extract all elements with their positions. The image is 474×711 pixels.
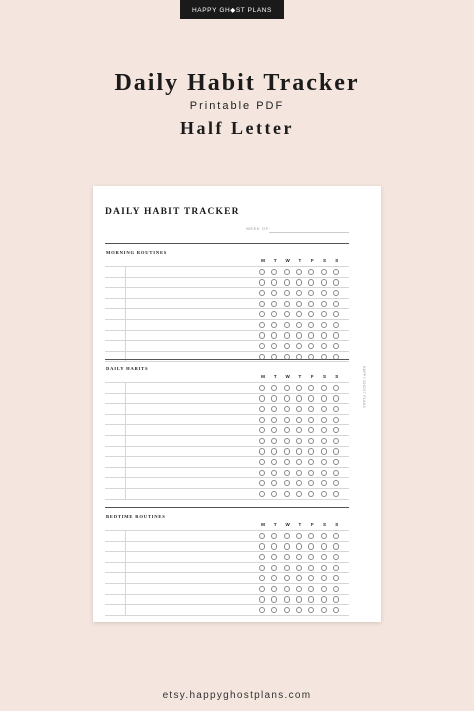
habit-checkbox-circle[interactable] [333, 607, 339, 613]
habit-checkbox-circle[interactable] [271, 385, 277, 391]
habit-checkbox-circle[interactable] [321, 343, 327, 349]
habit-checkbox-circle[interactable] [259, 311, 265, 317]
habit-checkbox-circle[interactable] [308, 332, 314, 338]
weekday-label: W [285, 258, 290, 263]
habit-checkbox-circle[interactable] [284, 491, 290, 497]
habit-checkbox-circle[interactable] [308, 301, 314, 307]
habit-checkbox-circle[interactable] [321, 290, 327, 296]
habit-checkbox-circle[interactable] [271, 290, 277, 296]
habit-checkbox-circle[interactable] [308, 395, 314, 401]
habit-checkbox-circle[interactable] [308, 406, 314, 412]
habit-checkbox-circle[interactable] [296, 491, 302, 497]
habit-checkbox-circle[interactable] [321, 417, 327, 423]
habit-checkbox-circle[interactable] [284, 343, 290, 349]
habit-checkbox-circle[interactable] [296, 575, 302, 581]
brand-logo: HAPPY GH◆ST PLANS [180, 0, 284, 19]
habit-checkbox-circle[interactable] [284, 290, 290, 296]
section-bottom-line [105, 615, 349, 616]
habit-checkbox-circle[interactable] [321, 596, 327, 602]
weekday-label: T [298, 258, 302, 263]
habit-checkbox-circle[interactable] [284, 575, 290, 581]
habit-checkbox-circle[interactable] [333, 575, 339, 581]
habit-checkbox-circle[interactable] [321, 395, 327, 401]
habit-checkbox-circle[interactable] [271, 332, 277, 338]
habit-checkbox-circle[interactable] [321, 543, 327, 549]
habit-checkbox-circle[interactable] [271, 586, 277, 592]
habit-checkbox-circle[interactable] [308, 311, 314, 317]
habit-checkbox-circle[interactable] [259, 279, 265, 285]
habit-checkbox-circle[interactable] [296, 459, 302, 465]
habit-checkbox-circle[interactable] [284, 279, 290, 285]
habit-checkbox-circle[interactable] [296, 279, 302, 285]
habit-checkbox-circle[interactable] [271, 395, 277, 401]
weekday-label: F [310, 522, 314, 527]
habit-checkbox-circle[interactable] [271, 596, 277, 602]
habit-checkbox-circle[interactable] [296, 543, 302, 549]
habit-checkbox-circle[interactable] [333, 301, 339, 307]
habit-checkbox-circle[interactable] [308, 565, 314, 571]
habit-checkbox-circle[interactable] [296, 290, 302, 296]
habit-checkbox-circle[interactable] [259, 395, 265, 401]
habit-checkbox-circle[interactable] [333, 417, 339, 423]
section-rule [105, 507, 349, 508]
habit-checkbox-circle[interactable] [271, 269, 277, 275]
habit-checkbox-circle[interactable] [284, 533, 290, 539]
habit-checkbox-circle[interactable] [259, 607, 265, 613]
habit-checkbox-circle[interactable] [308, 385, 314, 391]
habit-checkbox-circle[interactable] [296, 565, 302, 571]
habit-checkbox-circle[interactable] [259, 438, 265, 444]
habit-checkbox-circle[interactable] [308, 417, 314, 423]
habit-checkbox-circle[interactable] [296, 395, 302, 401]
weekday-label: W [285, 522, 290, 527]
habit-checkbox-circle[interactable] [259, 269, 265, 275]
habit-checkbox-circle[interactable] [321, 470, 327, 476]
habit-checkbox-circle[interactable] [333, 533, 339, 539]
habit-checkbox-circle[interactable] [259, 301, 265, 307]
habit-checkbox-circle[interactable] [333, 395, 339, 401]
habit-checkbox-circle[interactable] [259, 596, 265, 602]
habit-checkbox-circle[interactable] [321, 311, 327, 317]
habit-checkbox-circle[interactable] [259, 332, 265, 338]
habit-checkbox-circle[interactable] [321, 533, 327, 539]
habit-checkbox-circle[interactable] [284, 554, 290, 560]
habit-checkbox-circle[interactable] [308, 279, 314, 285]
week-of-line [269, 232, 349, 233]
weekday-label: M [261, 258, 265, 263]
habit-checkbox-circle[interactable] [284, 438, 290, 444]
habit-checkbox-circle[interactable] [333, 480, 339, 486]
weekday-label: S [335, 522, 339, 527]
habit-checkbox-circle[interactable] [259, 543, 265, 549]
habit-checkbox-circle[interactable] [284, 480, 290, 486]
habit-checkbox-circle[interactable] [308, 596, 314, 602]
habit-checkbox-circle[interactable] [271, 565, 277, 571]
habit-checkbox-circle[interactable] [308, 459, 314, 465]
weekday-label: W [285, 374, 290, 379]
habit-checkbox-circle[interactable] [321, 607, 327, 613]
habit-checkbox-circle[interactable] [308, 427, 314, 433]
habit-checkbox-circle[interactable] [296, 322, 302, 328]
habit-checkbox-circle[interactable] [321, 406, 327, 412]
habit-checkbox-circle[interactable] [284, 322, 290, 328]
habit-checkbox-circle[interactable] [284, 269, 290, 275]
habit-checkbox-circle[interactable] [259, 533, 265, 539]
side-brand-note: HAPPY GHOST PLANS [362, 366, 366, 409]
page-title: Daily Habit Tracker [114, 70, 360, 96]
habit-checkbox-circle[interactable] [271, 607, 277, 613]
habit-checkbox-circle[interactable] [284, 406, 290, 412]
habit-checkbox-circle[interactable] [308, 343, 314, 349]
weekday-label: T [273, 258, 277, 263]
habit-checkbox-circle[interactable] [333, 322, 339, 328]
habit-checkbox-circle[interactable] [296, 470, 302, 476]
section-rule [105, 243, 349, 244]
habit-checkbox-circle[interactable] [296, 596, 302, 602]
sheet-title: DAILY HABIT TRACKER [105, 207, 240, 217]
habit-checkbox-circle[interactable] [296, 533, 302, 539]
habit-checkbox-circle[interactable] [296, 311, 302, 317]
habit-checkbox-circle[interactable] [333, 406, 339, 412]
habit-checkbox-circle[interactable] [271, 491, 277, 497]
habit-checkbox-circle[interactable] [271, 533, 277, 539]
habit-checkbox-circle[interactable] [259, 427, 265, 433]
format-subtitle: Printable PDF [189, 100, 285, 112]
habit-checkbox-circle[interactable] [296, 607, 302, 613]
weekday-label: T [298, 522, 302, 527]
habit-checkbox-circle[interactable] [333, 470, 339, 476]
habit-checkbox-circle[interactable] [333, 448, 339, 454]
habit-checkbox-circle[interactable] [259, 554, 265, 560]
habit-checkbox-circle[interactable] [271, 480, 277, 486]
habit-checkbox-circle[interactable] [259, 406, 265, 412]
habit-checkbox-circle[interactable] [296, 480, 302, 486]
habit-checkbox-circle[interactable] [296, 332, 302, 338]
habit-checkbox-circle[interactable] [321, 491, 327, 497]
habit-checkbox-circle[interactable] [296, 427, 302, 433]
habit-checkbox-circle[interactable] [333, 596, 339, 602]
section-title: DAILY HABITS [106, 366, 149, 371]
weekday-label: S [322, 374, 326, 379]
habit-checkbox-circle[interactable] [259, 491, 265, 497]
weekday-label: T [298, 374, 302, 379]
habit-checkbox-circle[interactable] [296, 406, 302, 412]
section-bottom-line [105, 361, 349, 362]
weekday-label: S [335, 258, 339, 263]
habit-checkbox-circle[interactable] [308, 290, 314, 296]
habit-checkbox-circle[interactable] [321, 322, 327, 328]
habit-checkbox-circle[interactable] [284, 301, 290, 307]
habit-checkbox-circle[interactable] [284, 448, 290, 454]
habit-checkbox-circle[interactable] [296, 343, 302, 349]
habit-checkbox-circle[interactable] [259, 459, 265, 465]
habit-checkbox-circle[interactable] [321, 480, 327, 486]
habit-checkbox-circle[interactable] [284, 459, 290, 465]
habit-checkbox-circle[interactable] [321, 459, 327, 465]
weekday-label: F [310, 374, 314, 379]
habit-checkbox-circle[interactable] [271, 448, 277, 454]
habit-checkbox-circle[interactable] [271, 311, 277, 317]
weekday-label: T [273, 522, 277, 527]
habit-checkbox-circle[interactable] [259, 470, 265, 476]
habit-checkbox-circle[interactable] [333, 427, 339, 433]
habit-checkbox-circle[interactable] [271, 301, 277, 307]
habit-checkbox-circle[interactable] [284, 565, 290, 571]
habit-checkbox-circle[interactable] [333, 565, 339, 571]
habit-checkbox-circle[interactable] [296, 438, 302, 444]
habit-checkbox-circle[interactable] [321, 448, 327, 454]
habit-checkbox-circle[interactable] [271, 543, 277, 549]
habit-checkbox-circle[interactable] [271, 438, 277, 444]
habit-checkbox-circle[interactable] [321, 438, 327, 444]
habit-checkbox-circle[interactable] [321, 575, 327, 581]
habit-checkbox-circle[interactable] [308, 533, 314, 539]
section-bottom-line [105, 499, 349, 500]
habit-checkbox-circle[interactable] [321, 385, 327, 391]
habit-checkbox-circle[interactable] [333, 543, 339, 549]
section-title: BEDTIME ROUTINES [106, 514, 166, 519]
week-of-label: WEEK OF: [246, 226, 271, 231]
habit-checkbox-circle[interactable] [271, 554, 277, 560]
habit-checkbox-circle[interactable] [321, 586, 327, 592]
habit-checkbox-circle[interactable] [296, 385, 302, 391]
section-rule [105, 359, 349, 360]
habit-checkbox-circle[interactable] [333, 269, 339, 275]
habit-checkbox-circle[interactable] [259, 385, 265, 391]
habit-checkbox-circle[interactable] [333, 290, 339, 296]
habit-checkbox-circle[interactable] [259, 586, 265, 592]
habit-checkbox-circle[interactable] [321, 301, 327, 307]
habit-checkbox-circle[interactable] [284, 385, 290, 391]
habit-checkbox-circle[interactable] [333, 385, 339, 391]
habit-checkbox-circle[interactable] [308, 448, 314, 454]
weekday-label: M [261, 374, 265, 379]
habit-checkbox-circle[interactable] [308, 491, 314, 497]
habit-checkbox-circle[interactable] [321, 269, 327, 275]
weekday-label: M [261, 522, 265, 527]
habit-checkbox-circle[interactable] [271, 427, 277, 433]
habit-checkbox-circle[interactable] [284, 586, 290, 592]
habit-checkbox-circle[interactable] [284, 395, 290, 401]
habit-checkbox-circle[interactable] [271, 575, 277, 581]
habit-checkbox-circle[interactable] [308, 607, 314, 613]
habit-checkbox-circle[interactable] [333, 491, 339, 497]
habit-checkbox-circle[interactable] [308, 322, 314, 328]
habit-checkbox-circle[interactable] [259, 575, 265, 581]
habit-checkbox-circle[interactable] [259, 417, 265, 423]
weekday-label: F [310, 258, 314, 263]
habit-checkbox-circle[interactable] [271, 470, 277, 476]
habit-checkbox-circle[interactable] [333, 332, 339, 338]
habit-checkbox-circle[interactable] [333, 279, 339, 285]
habit-checkbox-circle[interactable] [296, 586, 302, 592]
habit-checkbox-circle[interactable] [259, 290, 265, 296]
habit-checkbox-circle[interactable] [321, 565, 327, 571]
habit-checkbox-circle[interactable] [271, 459, 277, 465]
habit-checkbox-circle[interactable] [296, 269, 302, 275]
habit-checkbox-circle[interactable] [284, 596, 290, 602]
habit-checkbox-circle[interactable] [284, 427, 290, 433]
habit-checkbox-circle[interactable] [259, 322, 265, 328]
habit-checkbox-circle[interactable] [284, 470, 290, 476]
habit-checkbox-circle[interactable] [271, 322, 277, 328]
habit-checkbox-circle[interactable] [271, 343, 277, 349]
habit-checkbox-circle[interactable] [321, 554, 327, 560]
habit-checkbox-circle[interactable] [321, 332, 327, 338]
habit-checkbox-circle[interactable] [308, 543, 314, 549]
habit-checkbox-circle[interactable] [271, 279, 277, 285]
habit-checkbox-circle[interactable] [333, 586, 339, 592]
habit-checkbox-circle[interactable] [333, 459, 339, 465]
habit-checkbox-circle[interactable] [333, 311, 339, 317]
habit-checkbox-circle[interactable] [308, 438, 314, 444]
habit-checkbox-circle[interactable] [333, 554, 339, 560]
habit-checkbox-circle[interactable] [308, 269, 314, 275]
weekday-label: S [335, 374, 339, 379]
habit-checkbox-circle[interactable] [308, 575, 314, 581]
weekday-label: T [273, 374, 277, 379]
habit-checkbox-circle[interactable] [296, 417, 302, 423]
habit-checkbox-circle[interactable] [333, 438, 339, 444]
tracker-sheet [93, 186, 381, 622]
habit-checkbox-circle[interactable] [321, 427, 327, 433]
habit-checkbox-circle[interactable] [308, 470, 314, 476]
habit-checkbox-circle[interactable] [284, 543, 290, 549]
habit-checkbox-circle[interactable] [308, 554, 314, 560]
habit-checkbox-circle[interactable] [296, 448, 302, 454]
weekday-label: S [322, 522, 326, 527]
habit-checkbox-circle[interactable] [284, 417, 290, 423]
weekday-label: S [322, 258, 326, 263]
size-label: Half Letter [180, 118, 294, 138]
habit-checkbox-circle[interactable] [271, 417, 277, 423]
habit-checkbox-circle[interactable] [296, 301, 302, 307]
habit-checkbox-circle[interactable] [333, 343, 339, 349]
habit-checkbox-circle[interactable] [259, 565, 265, 571]
habit-checkbox-circle[interactable] [259, 343, 265, 349]
habit-checkbox-circle[interactable] [259, 448, 265, 454]
habit-checkbox-circle[interactable] [284, 311, 290, 317]
footer-url: etsy.happyghostplans.com [162, 690, 312, 701]
habit-checkbox-circle[interactable] [308, 586, 314, 592]
habit-checkbox-circle[interactable] [296, 554, 302, 560]
habit-checkbox-circle[interactable] [284, 332, 290, 338]
habit-checkbox-circle[interactable] [271, 406, 277, 412]
section-title: MORNING ROUTINES [106, 250, 168, 255]
habit-checkbox-circle[interactable] [308, 480, 314, 486]
habit-checkbox-circle[interactable] [321, 279, 327, 285]
habit-checkbox-circle[interactable] [284, 607, 290, 613]
habit-checkbox-circle[interactable] [259, 480, 265, 486]
